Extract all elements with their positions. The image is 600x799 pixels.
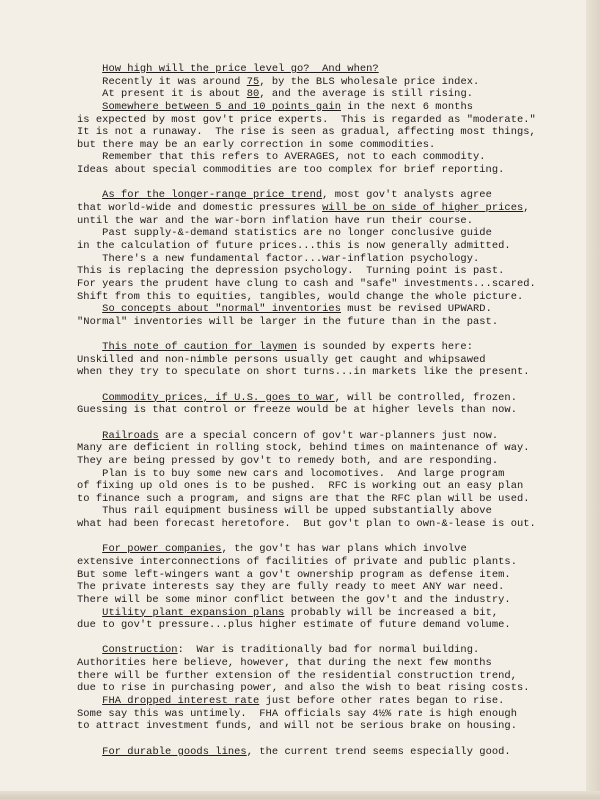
text-run: Plan is to buy some new cars and locomotives. And large program	[102, 467, 505, 480]
text-line	[77, 670, 582, 683]
underlined-phrase: How high will the price level go? And when?	[102, 63, 379, 75]
text-run: This is replacing the depression psychology. Turning point is past.	[77, 265, 505, 278]
underlined-phrase: FHA dropped interest rate	[102, 695, 260, 708]
text-run: until the war and the war-born inflation have run their course.	[77, 214, 473, 227]
paragraph	[77, 189, 582, 328]
page-edge-bottom	[0, 791, 600, 799]
text-run: There's a new fundamental factor...war-inflation psychology.	[102, 252, 480, 265]
text-line	[77, 708, 582, 721]
text-line	[77, 392, 582, 405]
text-line	[77, 126, 582, 139]
text-run: Many are deficient in rolling stock, behind times on maintenance of way.	[77, 442, 530, 455]
text-line	[77, 227, 582, 240]
text-line	[77, 341, 582, 354]
text-line	[77, 101, 582, 114]
text-run: For years the prudent have clung to cash and "safe" investments...scared.	[77, 277, 536, 290]
text-run: : War is traditionally bad for normal building.	[177, 644, 480, 657]
paragraph	[77, 341, 582, 379]
text-line	[77, 569, 582, 582]
text-run: , most gov't analysts agree	[322, 189, 492, 202]
text-line	[77, 455, 582, 468]
text-line	[77, 682, 582, 695]
text-run: Recently it was around	[102, 75, 247, 88]
text-line	[77, 202, 582, 215]
text-run: must be revised UPWARD.	[341, 303, 492, 316]
text-run: what had been forecast heretofore. But gov't plan to own-&-lease is out.	[77, 518, 536, 531]
text-line	[77, 278, 582, 291]
text-run: to finance such a program, and signs are that the RFC plan will be used.	[77, 492, 530, 505]
text-line	[77, 215, 582, 228]
text-line	[77, 581, 582, 594]
underlined-phrase: Commodity prices, if U.S. goes to war	[102, 391, 335, 404]
paragraph	[77, 430, 582, 531]
text-line	[77, 657, 582, 670]
paragraph	[77, 392, 582, 417]
text-line	[77, 430, 582, 443]
text-run: The private interests say they are fully ready to meet ANY war need.	[77, 581, 505, 594]
underlined-phrase: So concepts about "normal" inventories	[102, 303, 342, 316]
paragraph	[77, 543, 582, 631]
text-run: in the next 6 months	[341, 100, 474, 113]
text-line	[77, 316, 582, 329]
text-line	[77, 291, 582, 304]
underlined-phrase: will be on side of higher prices	[322, 202, 524, 215]
text-run: just before other rates began to rise.	[259, 695, 505, 708]
text-run: there will be further extension of the residential construction trend,	[77, 669, 517, 682]
underlined-phrase: As for the longer-range price trend	[102, 189, 323, 202]
underlined-phrase: For durable goods lines	[102, 745, 247, 758]
text-line	[77, 556, 582, 569]
text-run: Thus rail equipment business will be upped substantially above	[102, 505, 492, 518]
text-line	[77, 619, 582, 632]
text-run: due to rise in purchasing power, and also the wish to beat rising costs.	[77, 682, 530, 695]
text-run: Some say this was untimely. FHA officials say 4½% rate is high enough	[77, 707, 517, 720]
text-run: when they try to speculate on short turns...in markets like the present.	[77, 366, 530, 379]
text-line	[77, 468, 582, 481]
text-line	[77, 114, 582, 127]
text-run: At present it is about	[102, 88, 247, 101]
text-line	[77, 76, 582, 89]
text-line	[77, 480, 582, 493]
paragraph	[77, 63, 582, 177]
text-line	[77, 164, 582, 177]
text-run: They are being pressed by gov't to remedy both, and are responding.	[77, 454, 499, 467]
text-line	[77, 189, 582, 202]
text-run: in the calculation of future prices...this is now generally admitted.	[77, 239, 511, 252]
text-line	[77, 88, 582, 101]
text-run: due to gov't pressure...plus higher estimate of future demand volume.	[77, 619, 511, 632]
text-run: , and the average is still rising.	[259, 88, 474, 101]
text-run: to attract investment funds, and will not be serious brake on housing.	[77, 720, 517, 733]
text-run: extensive interconnections of facilities of private and public plants.	[77, 555, 517, 568]
text-run: "Normal" inventories will be larger in the future than in the past.	[77, 315, 499, 328]
text-line	[77, 404, 582, 417]
text-run: Authorities here believe, however, that during the next few months	[77, 657, 492, 670]
text-line	[77, 139, 582, 152]
text-line	[77, 253, 582, 266]
page-edge-right	[586, 0, 600, 799]
text-run: are a special concern of gov't war-planners just now.	[158, 429, 499, 442]
text-run: is sounded by experts here:	[297, 341, 474, 354]
text-run: , the gov't has war plans which involve	[221, 543, 467, 556]
text-line	[77, 746, 582, 759]
underlined-phrase: Somewhere between 5 and 10 points gain	[102, 100, 342, 113]
text-run: Shift from this to equities, tangibles, would change the whole picture.	[77, 290, 524, 303]
text-line	[77, 594, 582, 607]
text-run: Past supply-&-demand statistics are no longer conclusive guide	[102, 227, 492, 240]
text-line	[77, 720, 582, 733]
text-run: It is not a runaway. The rise is seen as gradual, affecting most things,	[77, 126, 536, 139]
text-line	[77, 695, 582, 708]
text-run: probably will be increased a bit,	[284, 606, 499, 619]
underlined-phrase: 80	[246, 88, 260, 101]
underlined-phrase: For power companies	[102, 543, 222, 556]
text-run: of fixing up old ones is to be pushed. RFC is working out an easy plan	[77, 480, 524, 493]
typewritten-body	[77, 63, 582, 771]
text-line	[77, 644, 582, 657]
text-run: , will be controlled, frozen.	[334, 391, 517, 404]
text-line	[77, 505, 582, 518]
underlined-phrase: Construction	[102, 644, 178, 657]
text-run: but there may be an early correction in some commodities.	[77, 138, 436, 151]
text-line	[77, 63, 582, 76]
text-run: Ideas about special commodities are too complex for brief reporting.	[77, 164, 505, 177]
paragraph	[77, 746, 582, 759]
text-line	[77, 518, 582, 531]
text-run: ,	[523, 202, 530, 215]
text-line	[77, 354, 582, 367]
text-run: , by the BLS wholesale price index.	[259, 75, 480, 88]
paragraph	[77, 644, 582, 732]
text-run: , the current trend seems especially good.	[246, 745, 511, 758]
text-line	[77, 303, 582, 316]
text-run: But some left-wingers want a gov't ownership program as defense item.	[77, 568, 511, 581]
text-run: Unskilled and non-nimble persons usually get caught and whipsawed	[77, 353, 486, 366]
text-line	[77, 442, 582, 455]
text-line	[77, 265, 582, 278]
text-line	[77, 366, 582, 379]
underlined-phrase: Utility plant expansion plans	[102, 606, 285, 619]
text-run: Remember that this refers to AVERAGES, not to each commodity.	[102, 151, 486, 164]
text-run: that world-wide and domestic pressures	[77, 202, 323, 215]
text-line	[77, 607, 582, 620]
text-run: There will be some minor conflict between the gov't and the industry.	[77, 593, 511, 606]
text-run: Guessing is that control or freeze would be at higher levels than now.	[77, 404, 517, 417]
text-run: is expected by most gov't price experts. This is regarded as "moderate."	[77, 113, 536, 126]
text-line	[77, 151, 582, 164]
text-line	[77, 240, 582, 253]
underlined-phrase: This note of caution for laymen	[102, 341, 298, 354]
underlined-phrase: 75	[246, 75, 260, 88]
underlined-phrase: Railroads	[102, 429, 159, 442]
text-line	[77, 493, 582, 506]
text-line	[77, 543, 582, 556]
